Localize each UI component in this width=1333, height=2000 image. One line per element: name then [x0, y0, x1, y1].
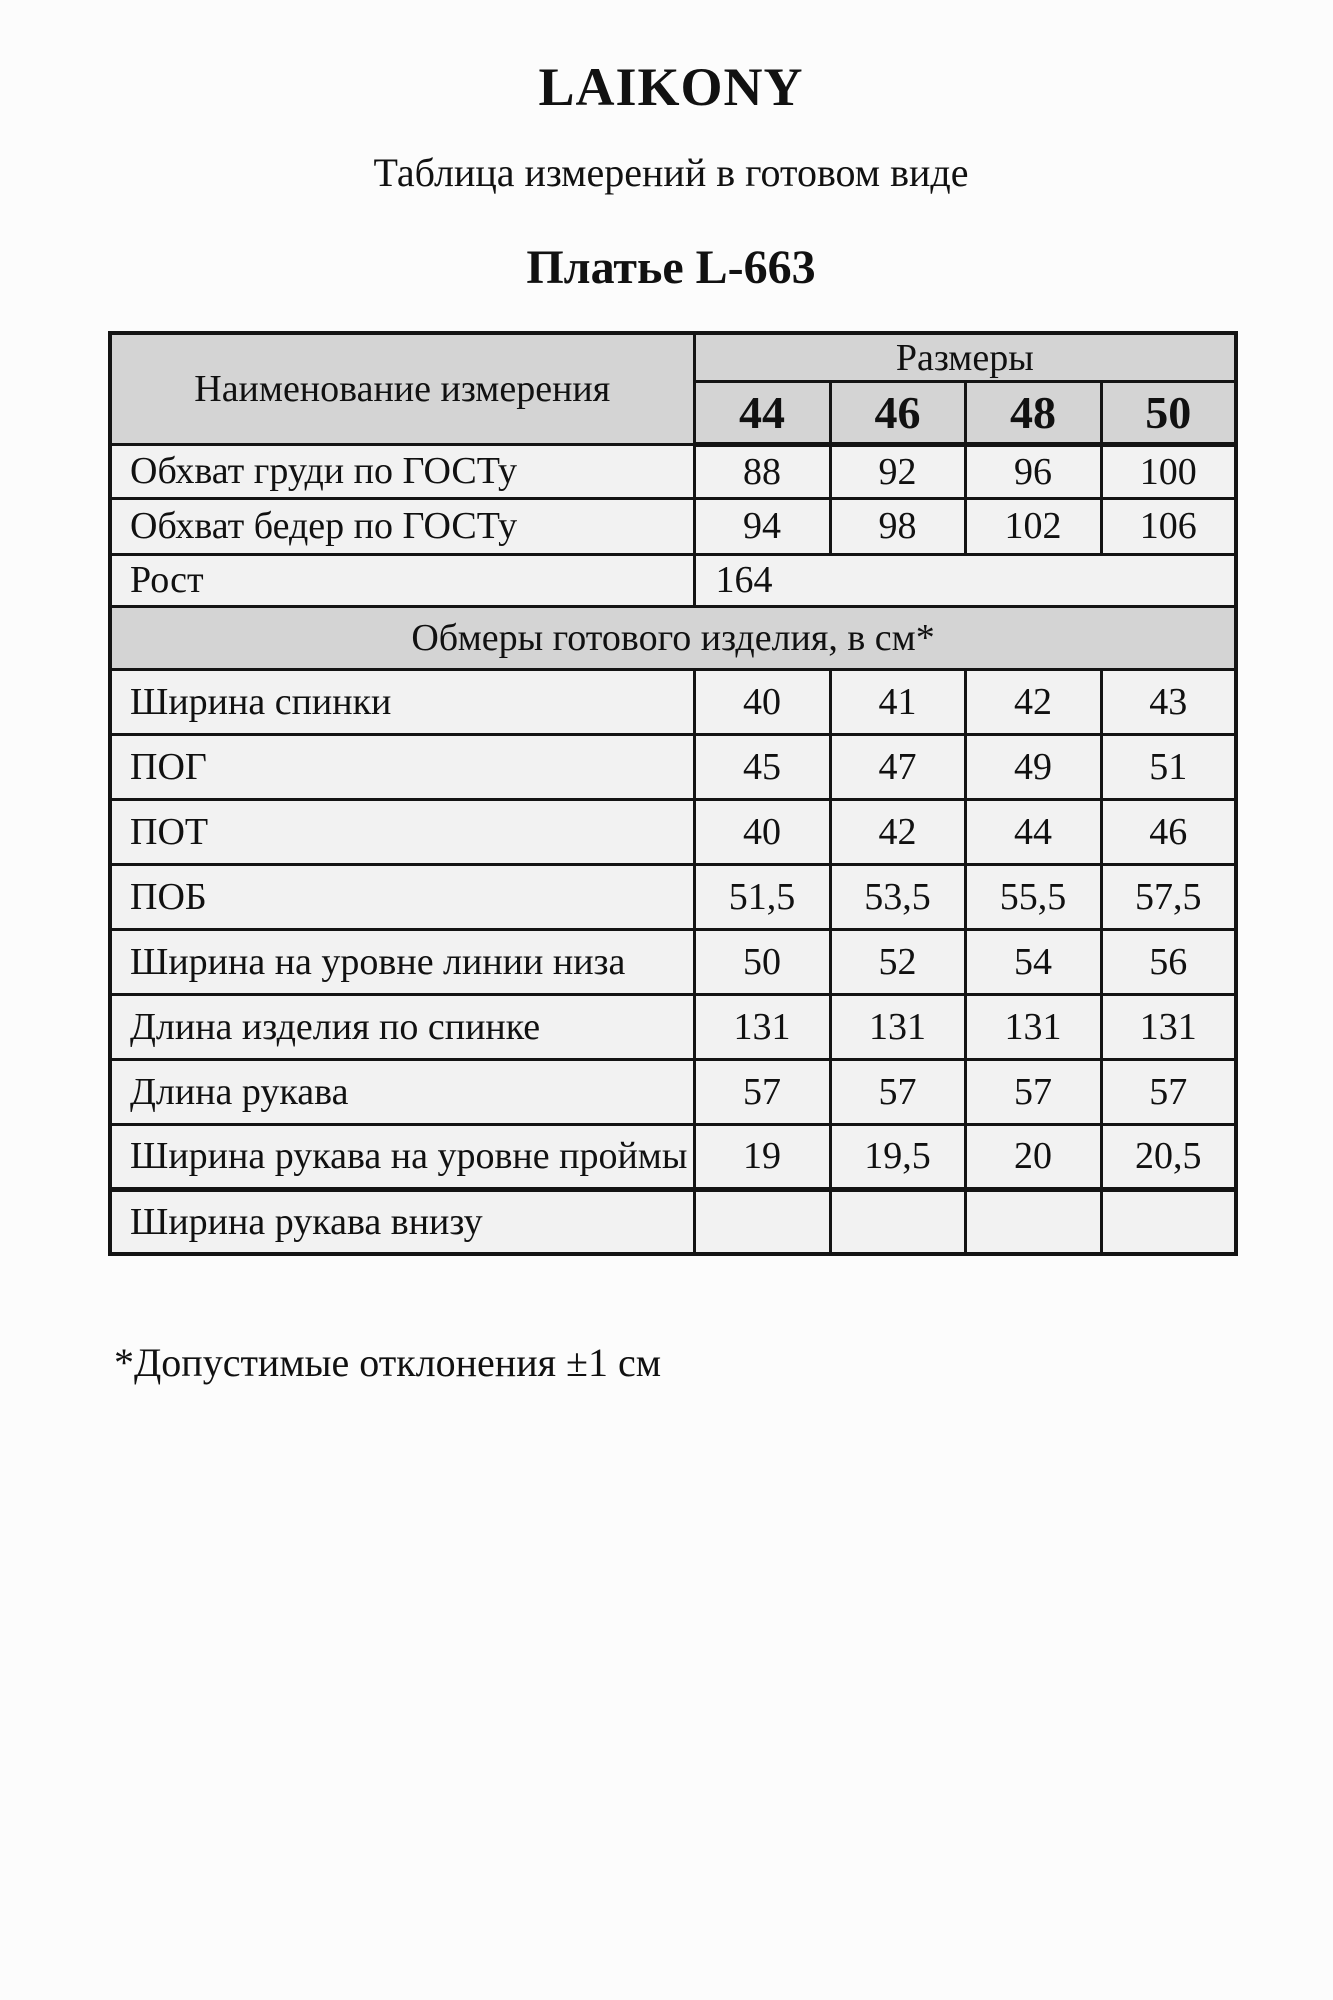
measurement-value: 54	[965, 929, 1101, 994]
table-row	[110, 498, 1236, 554]
measurement-value: 57	[694, 1059, 830, 1124]
table-row	[110, 994, 1236, 1059]
measurement-value: 131	[965, 994, 1101, 1059]
measurement-value: 57	[1101, 1059, 1236, 1124]
table-row	[110, 864, 1236, 929]
section-header-cell: Обмеры готового изделия, в см*	[110, 606, 1236, 669]
measurement-value: 49	[965, 734, 1101, 799]
measurement-label: Ширина рукава на уровне проймы	[110, 1124, 694, 1189]
measurement-value: 46	[1101, 799, 1236, 864]
measurement-value: 47	[830, 734, 965, 799]
measurement-value: 56	[1101, 929, 1236, 994]
measurement-value: 53,5	[830, 864, 965, 929]
measurement-value: 42	[830, 799, 965, 864]
measurement-value: 42	[965, 669, 1101, 734]
measurement-value: 131	[830, 994, 965, 1059]
name-header-cell: Наименование измерения	[110, 333, 694, 444]
table-row	[110, 1059, 1236, 1124]
table-row	[110, 929, 1236, 994]
size-cell-44: 44	[694, 381, 830, 444]
measurement-value: 102	[965, 498, 1101, 554]
brand-title: LAIKONY	[538, 57, 804, 117]
measurement-value: 55,5	[965, 864, 1101, 929]
table-row	[110, 669, 1236, 734]
section-header-row	[110, 606, 1236, 669]
document-subtitle: Таблица измерений в готовом виде	[373, 150, 969, 196]
measurement-value: 20,5	[1101, 1124, 1236, 1189]
measurement-label: Обхват бедер по ГОСТу	[110, 498, 694, 554]
measurement-label: Длина рукава	[110, 1059, 694, 1124]
measurement-value: 43	[1101, 669, 1236, 734]
measurement-label: ПОГ	[110, 734, 694, 799]
table-row	[110, 734, 1236, 799]
measurement-value: 19,5	[830, 1124, 965, 1189]
measurement-value: 19	[694, 1124, 830, 1189]
measurement-value	[830, 1189, 965, 1254]
measurement-value: 57	[830, 1059, 965, 1124]
table-row	[110, 1124, 1236, 1189]
measurement-value: 20	[965, 1124, 1101, 1189]
size-cell-50: 50	[1101, 381, 1236, 444]
table-row	[110, 1189, 1236, 1254]
measurement-label: ПОТ	[110, 799, 694, 864]
measurement-label: Ширина на уровне линии низа	[110, 929, 694, 994]
measurement-value	[694, 1189, 830, 1254]
measurement-value: 57,5	[1101, 864, 1236, 929]
sizes-header-cell: Размеры	[694, 333, 1236, 381]
measurement-label: Длина изделия по спинке	[110, 994, 694, 1059]
measurement-label: Рост	[110, 554, 694, 606]
measurement-value: 50	[694, 929, 830, 994]
measurement-value: 131	[694, 994, 830, 1059]
measurement-value: 51	[1101, 734, 1236, 799]
measurement-value: 98	[830, 498, 965, 554]
measurement-label: Обхват груди по ГОСТу	[110, 444, 694, 498]
measurement-value: 40	[694, 799, 830, 864]
measurement-value: 51,5	[694, 864, 830, 929]
measurement-value	[1101, 1189, 1236, 1254]
measurements-table	[108, 331, 1238, 1256]
measurement-value	[965, 1189, 1101, 1254]
table-header-row	[110, 333, 1236, 381]
product-title: Платье L-663	[526, 241, 816, 295]
measurement-value: 52	[830, 929, 965, 994]
document-content	[108, 0, 1234, 1386]
size-cell-48: 48	[965, 381, 1101, 444]
measurement-value-merged: 164	[694, 554, 1236, 606]
footnote: *Допустимые отклонения ±1 см	[114, 1340, 662, 1386]
measurement-value: 106	[1101, 498, 1236, 554]
measurement-value: 88	[694, 444, 830, 498]
measurement-value: 40	[694, 669, 830, 734]
measurement-label: Ширина спинки	[110, 669, 694, 734]
table-row-rost	[110, 554, 1236, 606]
measurement-value: 131	[1101, 994, 1236, 1059]
size-cell-46: 46	[830, 381, 965, 444]
measurement-value: 44	[965, 799, 1101, 864]
measurement-value: 100	[1101, 444, 1236, 498]
measurement-value: 57	[965, 1059, 1101, 1124]
measurement-value: 96	[965, 444, 1101, 498]
table-row	[110, 799, 1236, 864]
measurement-value: 41	[830, 669, 965, 734]
measurement-label: Ширина рукава внизу	[110, 1189, 694, 1254]
measurement-label: ПОБ	[110, 864, 694, 929]
measurement-value: 94	[694, 498, 830, 554]
measurement-value: 45	[694, 734, 830, 799]
measurement-value: 92	[830, 444, 965, 498]
table-row	[110, 444, 1236, 498]
